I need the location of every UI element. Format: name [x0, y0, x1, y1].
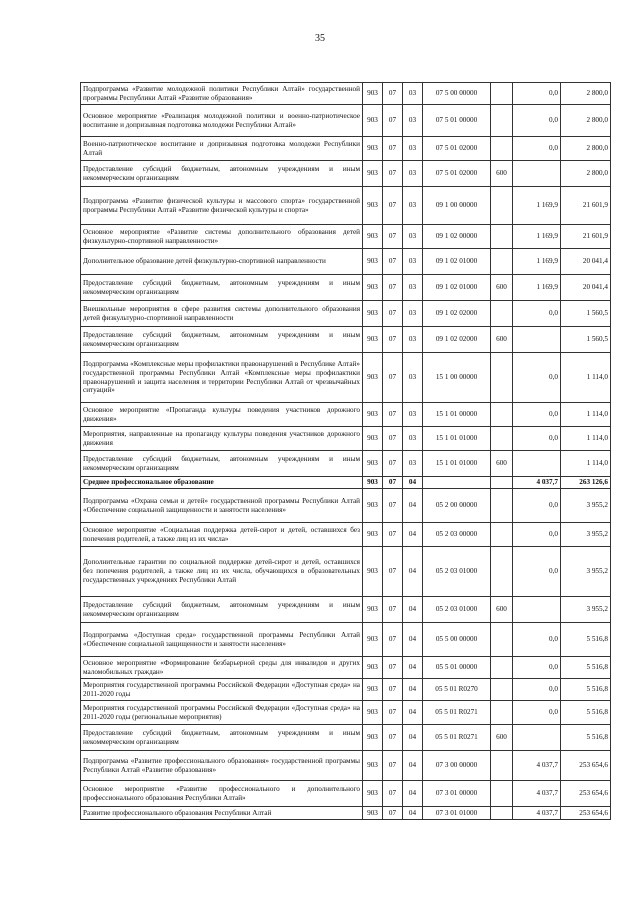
expense-type-code-cell [491, 403, 513, 427]
item-name-cell: Подпрограмма «Развитие физической культуры и массового спорта» государственной программы Республики Алтай «Развитие физической культуры и спорта» [81, 187, 363, 225]
section-code-cell: 07 [383, 751, 403, 781]
amount-total-cell: 5 516,8 [561, 701, 611, 725]
amount-total-cell: 1 560,5 [561, 301, 611, 327]
target-article-code-cell: 07 3 01 00000 [423, 781, 491, 807]
target-article-code-cell: 05 2 03 01000 [423, 547, 491, 597]
table-row [81, 597, 611, 623]
amount-federal-cell: 1 169,9 [513, 275, 561, 301]
target-article-code-cell: 15 1 01 01000 [423, 427, 491, 451]
expense-type-code-cell [491, 807, 513, 820]
budget-table [80, 82, 611, 820]
ministry-code-cell: 903 [363, 623, 383, 657]
section-code-cell: 07 [383, 547, 403, 597]
amount-federal-cell [513, 327, 561, 353]
section-code-cell: 07 [383, 725, 403, 751]
expense-type-code-cell: 600 [491, 597, 513, 623]
target-article-code-cell: 09 1 02 02000 [423, 301, 491, 327]
target-article-code-cell: 15 1 00 00000 [423, 353, 491, 403]
amount-federal-cell: 0,0 [513, 701, 561, 725]
table-row [81, 403, 611, 427]
amount-federal-cell: 0,0 [513, 679, 561, 701]
target-article-code-cell [423, 477, 491, 489]
target-article-code-cell: 05 5 01 00000 [423, 657, 491, 679]
section-code-cell: 07 [383, 657, 403, 679]
expense-type-code-cell: 600 [491, 725, 513, 751]
expense-type-code-cell [491, 301, 513, 327]
subsection-code-cell: 04 [403, 547, 423, 597]
item-name-cell: Предоставление субсидий бюджетным, автономным учреждениям и иным некоммерческим организациям [81, 275, 363, 301]
item-name-cell: Предоставление субсидий бюджетным, автономным учреждениям и иным некоммерческим организациям [81, 725, 363, 751]
amount-total-cell: 3 955,2 [561, 597, 611, 623]
table-row [81, 547, 611, 597]
amount-total-cell: 1 114,0 [561, 451, 611, 477]
table-row [81, 427, 611, 451]
subsection-code-cell: 03 [403, 403, 423, 427]
subsection-code-cell: 03 [403, 187, 423, 225]
ministry-code-cell: 903 [363, 327, 383, 353]
target-article-code-cell: 07 3 01 01000 [423, 807, 491, 820]
ministry-code-cell: 903 [363, 547, 383, 597]
amount-total-cell: 1 560,5 [561, 327, 611, 353]
amount-federal-cell: 0,0 [513, 353, 561, 403]
subsection-code-cell: 04 [403, 657, 423, 679]
table-row [81, 451, 611, 477]
subsection-code-cell: 03 [403, 105, 423, 137]
amount-total-cell: 20 041,4 [561, 275, 611, 301]
subsection-code-cell: 03 [403, 301, 423, 327]
subsection-code-cell: 03 [403, 161, 423, 187]
amount-federal-cell: 1 169,9 [513, 187, 561, 225]
amount-total-cell: 5 516,8 [561, 679, 611, 701]
item-name-cell: Подпрограмма «Развитие профессионального образования» государственной программы Республики Алтай «Развитие образования» [81, 751, 363, 781]
ministry-code-cell: 903 [363, 725, 383, 751]
table-row [81, 623, 611, 657]
ministry-code-cell: 903 [363, 161, 383, 187]
section-code-cell: 07 [383, 623, 403, 657]
expense-type-code-cell [491, 679, 513, 701]
item-name-cell: Предоставление субсидий бюджетным, автономным учреждениям и иным некоммерческим организациям [81, 597, 363, 623]
ministry-code-cell: 903 [363, 807, 383, 820]
ministry-code-cell: 903 [363, 451, 383, 477]
subsection-code-cell: 03 [403, 225, 423, 249]
page-number: 35 [315, 33, 325, 44]
item-name-cell: Подпрограмма «Комплексные меры профилактики правонарушений в Республике Алтай» государственной программы Республики Алтай «Комплексные меры профилактики правонарушений и защита населения и территории Республики Алтай от чрезвычайных ситуаций» [81, 353, 363, 403]
subsection-code-cell: 04 [403, 489, 423, 523]
item-name-cell: Мероприятия государственной программы Российской Федерации «Доступная среда» на 2011-2020 годы (региональные мероприятия) [81, 701, 363, 725]
target-article-code-cell: 05 2 03 01000 [423, 597, 491, 623]
amount-federal-cell: 0,0 [513, 547, 561, 597]
amount-total-cell: 2 800,0 [561, 105, 611, 137]
target-article-code-cell: 09 1 02 00000 [423, 225, 491, 249]
ministry-code-cell: 903 [363, 427, 383, 451]
section-code-cell: 07 [383, 451, 403, 477]
section-code-cell: 07 [383, 701, 403, 725]
item-name-cell: Дополнительное образование детей физкультурно-спортивной направленности [81, 249, 363, 275]
section-code-cell: 07 [383, 327, 403, 353]
table-row [81, 751, 611, 781]
target-article-code-cell: 05 5 01 R0271 [423, 701, 491, 725]
target-article-code-cell: 07 5 01 02000 [423, 161, 491, 187]
amount-federal-cell: 0,0 [513, 657, 561, 679]
subsection-code-cell: 04 [403, 751, 423, 781]
section-code-cell: 07 [383, 225, 403, 249]
expense-type-code-cell [491, 137, 513, 161]
amount-federal-cell: 0,0 [513, 403, 561, 427]
target-article-code-cell: 07 5 00 00000 [423, 83, 491, 105]
table-row [81, 489, 611, 523]
expense-type-code-cell [491, 623, 513, 657]
expense-type-code-cell [491, 225, 513, 249]
expense-type-code-cell [491, 547, 513, 597]
table-row [81, 781, 611, 807]
amount-total-cell: 253 654,6 [561, 807, 611, 820]
item-name-cell: Основное мероприятие «Пропаганда культуры поведения участников дорожного движения» [81, 403, 363, 427]
section-code-cell: 07 [383, 275, 403, 301]
section-code-cell: 07 [383, 679, 403, 701]
amount-total-cell: 5 516,8 [561, 725, 611, 751]
item-name-cell: Внешкольные мероприятия в сфере развития системы дополнительного образования детей физкультурно-спортивной направленности [81, 301, 363, 327]
expense-type-code-cell [491, 105, 513, 137]
table-row [81, 137, 611, 161]
amount-federal-cell: 0,0 [513, 137, 561, 161]
subsection-code-cell: 04 [403, 523, 423, 547]
section-code-cell: 07 [383, 105, 403, 137]
ministry-code-cell: 903 [363, 751, 383, 781]
item-name-cell: Предоставление субсидий бюджетным, автономным учреждениям и иным некоммерческим организациям [81, 451, 363, 477]
ministry-code-cell: 903 [363, 477, 383, 489]
target-article-code-cell: 05 2 03 00000 [423, 523, 491, 547]
subsection-code-cell: 04 [403, 701, 423, 725]
table-row [81, 187, 611, 225]
expense-type-code-cell [491, 427, 513, 451]
amount-federal-cell: 0,0 [513, 301, 561, 327]
expense-type-code-cell [491, 83, 513, 105]
amount-federal-cell: 4 037,7 [513, 781, 561, 807]
subsection-code-cell: 04 [403, 477, 423, 489]
table-row [81, 353, 611, 403]
amount-total-cell: 3 955,2 [561, 547, 611, 597]
amount-total-cell: 5 516,8 [561, 623, 611, 657]
target-article-code-cell: 15 1 01 00000 [423, 403, 491, 427]
section-code-cell: 07 [383, 137, 403, 161]
target-article-code-cell: 15 1 01 01000 [423, 451, 491, 477]
section-code-cell: 07 [383, 477, 403, 489]
expense-type-code-cell: 600 [491, 275, 513, 301]
section-code-cell: 07 [383, 489, 403, 523]
section-code-cell: 07 [383, 807, 403, 820]
ministry-code-cell: 903 [363, 187, 383, 225]
amount-federal-cell: 0,0 [513, 623, 561, 657]
target-article-code-cell: 07 3 00 00000 [423, 751, 491, 781]
table-row [81, 249, 611, 275]
target-article-code-cell: 09 1 02 01000 [423, 275, 491, 301]
item-name-cell: Подпрограмма «Развитие молодежной политики Республики Алтай» государственной программы Республики Алтай «Развитие образования» [81, 83, 363, 105]
expense-type-code-cell [491, 701, 513, 725]
amount-total-cell: 253 654,6 [561, 781, 611, 807]
subsection-code-cell: 04 [403, 725, 423, 751]
amount-federal-cell: 0,0 [513, 523, 561, 547]
amount-total-cell: 2 800,0 [561, 161, 611, 187]
section-code-cell: 07 [383, 353, 403, 403]
section-code-cell: 07 [383, 403, 403, 427]
section-code-cell: 07 [383, 161, 403, 187]
ministry-code-cell: 903 [363, 353, 383, 403]
section-code-cell: 07 [383, 781, 403, 807]
item-name-cell: Подпрограмма «Охрана семьи и детей» государственной программы Республики Алтай «Обеспечение социальной защищенности и занятости населения» [81, 489, 363, 523]
amount-total-cell: 5 516,8 [561, 657, 611, 679]
subsection-code-cell: 03 [403, 83, 423, 105]
expense-type-code-cell [491, 781, 513, 807]
ministry-code-cell: 903 [363, 275, 383, 301]
amount-federal-cell: 1 169,9 [513, 249, 561, 275]
subsection-code-cell: 03 [403, 327, 423, 353]
amount-total-cell: 1 114,0 [561, 403, 611, 427]
target-article-code-cell: 07 5 01 00000 [423, 105, 491, 137]
ministry-code-cell: 903 [363, 249, 383, 275]
amount-federal-cell [513, 451, 561, 477]
expense-type-code-cell: 600 [491, 451, 513, 477]
ministry-code-cell: 903 [363, 657, 383, 679]
expense-type-code-cell [491, 657, 513, 679]
item-name-cell: Среднее профессиональное образование [81, 477, 363, 489]
section-code-cell: 07 [383, 427, 403, 451]
subsection-code-cell: 04 [403, 679, 423, 701]
ministry-code-cell: 903 [363, 105, 383, 137]
section-code-cell: 07 [383, 597, 403, 623]
expense-type-code-cell [491, 523, 513, 547]
table-row [81, 725, 611, 751]
amount-federal-cell: 4 037,7 [513, 477, 561, 489]
amount-federal-cell: 1 169,9 [513, 225, 561, 249]
ministry-code-cell: 903 [363, 83, 383, 105]
expense-type-code-cell [491, 751, 513, 781]
amount-total-cell: 3 955,2 [561, 523, 611, 547]
target-article-code-cell: 05 5 00 00000 [423, 623, 491, 657]
ministry-code-cell: 903 [363, 137, 383, 161]
budget-table-body [81, 83, 611, 820]
amount-federal-cell: 4 037,7 [513, 751, 561, 781]
ministry-code-cell: 903 [363, 225, 383, 249]
ministry-code-cell: 903 [363, 403, 383, 427]
item-name-cell: Развитие профессионального образования Республики Алтай [81, 807, 363, 820]
expense-type-code-cell: 600 [491, 327, 513, 353]
ministry-code-cell: 903 [363, 679, 383, 701]
amount-federal-cell: 0,0 [513, 427, 561, 451]
ministry-code-cell: 903 [363, 523, 383, 547]
item-name-cell: Основное мероприятие «Реализация молодежной политики и военно-патриотическое воспитание и допризывная подготовка молодежи Республики Алтай» [81, 105, 363, 137]
item-name-cell: Подпрограмма «Доступная среда» государственной программы Республики Алтай «Обеспечение социальной защищенности и занятости населения» [81, 623, 363, 657]
amount-federal-cell: 0,0 [513, 105, 561, 137]
item-name-cell: Предоставление субсидий бюджетным, автономным учреждениям и иным некоммерческим организациям [81, 161, 363, 187]
target-article-code-cell: 05 2 00 00000 [423, 489, 491, 523]
subsection-code-cell: 03 [403, 249, 423, 275]
amount-total-cell: 263 126,6 [561, 477, 611, 489]
table-row [81, 301, 611, 327]
section-code-cell: 07 [383, 187, 403, 225]
ministry-code-cell: 903 [363, 489, 383, 523]
amount-total-cell: 21 601,9 [561, 225, 611, 249]
section-code-cell: 07 [383, 523, 403, 547]
item-name-cell: Основное мероприятие «Формирование безбарьерной среды для инвалидов и других маломобильных граждан» [81, 657, 363, 679]
amount-federal-cell: 0,0 [513, 489, 561, 523]
amount-total-cell: 3 955,2 [561, 489, 611, 523]
table-row [81, 523, 611, 547]
ministry-code-cell: 903 [363, 701, 383, 725]
item-name-cell: Мероприятия государственной программы Российской Федерации «Доступная среда» на 2011-2020 годы [81, 679, 363, 701]
expense-type-code-cell [491, 249, 513, 275]
ministry-code-cell: 903 [363, 301, 383, 327]
subsection-code-cell: 03 [403, 451, 423, 477]
table-row [81, 701, 611, 725]
amount-total-cell: 20 041,4 [561, 249, 611, 275]
item-name-cell: Основное мероприятие «Развитие системы дополнительного образования детей физкультурно-спортивной направленности» [81, 225, 363, 249]
table-row [81, 225, 611, 249]
amount-federal-cell: 0,0 [513, 83, 561, 105]
ministry-code-cell: 903 [363, 781, 383, 807]
table-row [81, 83, 611, 105]
subsection-code-cell: 04 [403, 623, 423, 657]
amount-total-cell: 2 800,0 [561, 83, 611, 105]
subsection-code-cell: 03 [403, 353, 423, 403]
expense-type-code-cell [491, 489, 513, 523]
target-article-code-cell: 07 5 01 02000 [423, 137, 491, 161]
item-name-cell: Основное мероприятие «Социальная поддержка детей-сирот и детей, оставшихся без попечения родителей, а также лиц из их числа» [81, 523, 363, 547]
table-row [81, 105, 611, 137]
subsection-code-cell: 03 [403, 275, 423, 301]
item-name-cell: Военно-патриотическое воспитание и допризывная подготовка молодежи Республики Алтай [81, 137, 363, 161]
table-row [81, 275, 611, 301]
target-article-code-cell: 05 5 01 R0270 [423, 679, 491, 701]
subsection-code-cell: 04 [403, 807, 423, 820]
amount-federal-cell [513, 161, 561, 187]
subsection-code-cell: 03 [403, 137, 423, 161]
expense-type-code-cell [491, 187, 513, 225]
target-article-code-cell: 09 1 00 00000 [423, 187, 491, 225]
amount-total-cell: 253 654,6 [561, 751, 611, 781]
item-name-cell: Мероприятия, направленные на пропаганду культуры поведения участников дорожного движения [81, 427, 363, 451]
subsection-code-cell: 04 [403, 597, 423, 623]
target-article-code-cell: 09 1 02 02000 [423, 327, 491, 353]
amount-federal-cell [513, 725, 561, 751]
section-code-cell: 07 [383, 249, 403, 275]
amount-total-cell: 21 601,9 [561, 187, 611, 225]
table-row [81, 477, 611, 489]
table-row [81, 327, 611, 353]
amount-total-cell: 1 114,0 [561, 353, 611, 403]
table-row [81, 679, 611, 701]
table-row [81, 807, 611, 820]
ministry-code-cell: 903 [363, 597, 383, 623]
amount-total-cell: 1 114,0 [561, 427, 611, 451]
expense-type-code-cell [491, 353, 513, 403]
amount-total-cell: 2 800,0 [561, 137, 611, 161]
target-article-code-cell: 05 5 01 R0271 [423, 725, 491, 751]
amount-federal-cell [513, 597, 561, 623]
section-code-cell: 07 [383, 301, 403, 327]
expense-type-code-cell [491, 477, 513, 489]
table-row [81, 161, 611, 187]
table-row [81, 657, 611, 679]
expense-type-code-cell: 600 [491, 161, 513, 187]
section-code-cell: 07 [383, 83, 403, 105]
subsection-code-cell: 03 [403, 427, 423, 451]
item-name-cell: Дополнительные гарантии по социальной поддержке детей-сирот и детей, оставшихся без попечения родителей, а также лиц из их числа, обучающихся в образовательных государственных учреждениях Республики Алтай [81, 547, 363, 597]
item-name-cell: Предоставление субсидий бюджетным, автономным учреждениям и иным некоммерческим организациям [81, 327, 363, 353]
item-name-cell: Основное мероприятие «Развитие профессионального и дополнительного профессионального образования Республики Алтай» [81, 781, 363, 807]
subsection-code-cell: 04 [403, 781, 423, 807]
amount-federal-cell: 4 037,7 [513, 807, 561, 820]
target-article-code-cell: 09 1 02 01000 [423, 249, 491, 275]
